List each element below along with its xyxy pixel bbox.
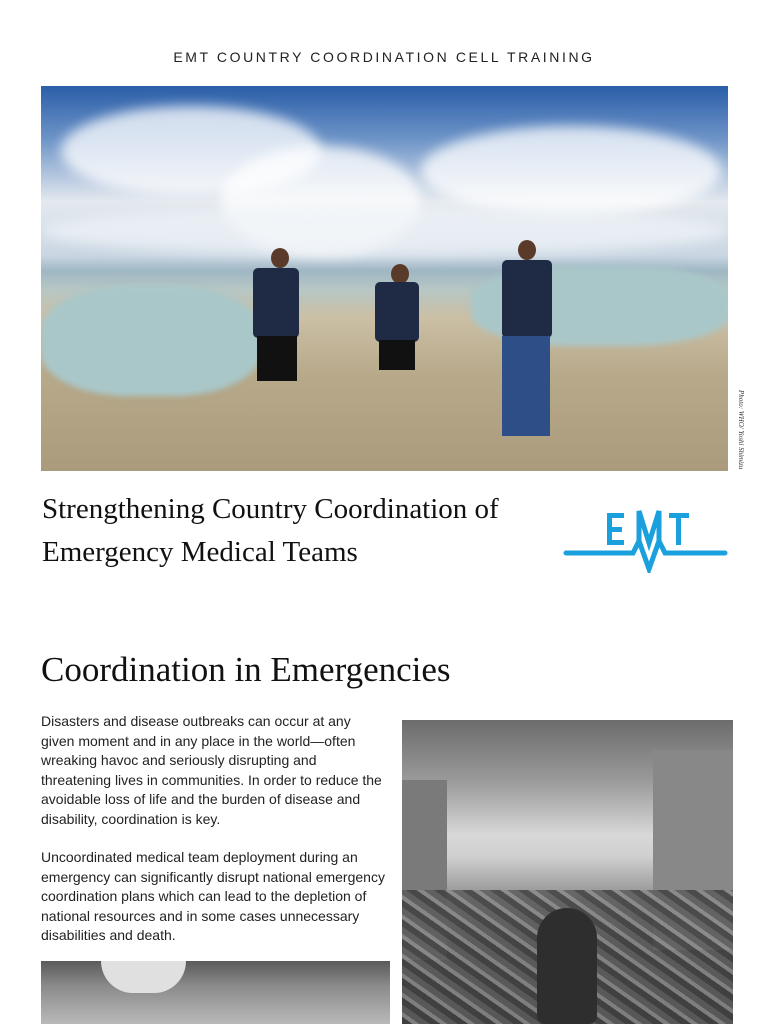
- disaster-aftermath-photo: [402, 720, 733, 1024]
- paragraph-2: Uncoordinated medical team deployment during an emergency can significantly disrupt national emergency coordination plans which can lead to the depletion of national resources and in some cases unnecessary disabilities and death.: [41, 849, 385, 943]
- photo-credit: Photo: WHO/ Yoshi Shimizu: [737, 390, 745, 470]
- title-line-2: Emergency Medical Teams: [42, 536, 358, 568]
- hero-photo-who-team-on-beach: [41, 86, 728, 471]
- section-heading: Coordination in Emergencies: [41, 650, 451, 689]
- bottom-left-photo: [41, 961, 390, 1024]
- document-kicker: EMT COUNTRY COORDINATION CELL TRAINING: [173, 49, 595, 65]
- title-line-1: Strengthening Country Coordination of: [42, 493, 499, 525]
- emt-logo: [563, 503, 728, 573]
- paragraph-1: Disasters and disease outbreaks can occur at any given moment and in any place in the world—often wreaking havoc and seriously disrupting and threatening lives in communities. In order to reduce the avoidable loss of life and the burden of disease and disability, coordination is key.: [41, 713, 382, 827]
- document-title: [42, 488, 499, 574]
